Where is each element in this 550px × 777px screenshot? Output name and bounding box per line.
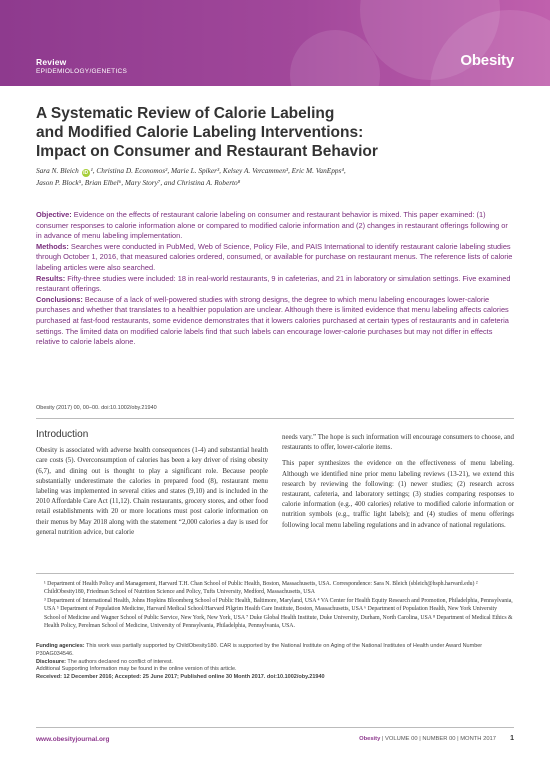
issue-info <box>359 736 496 742</box>
author-line: Jason P. Block⁵, Brian Elbel⁶, Mary Story⁷, and Christina A. Roberto⁸ <box>36 178 241 187</box>
abstract-label: Objective: <box>36 210 72 219</box>
abstract-label: Methods: <box>36 241 69 251</box>
received-note: Received: 12 December 2016; Accepted: 25 June 2017; Published online 30 Month 2017. doi:10.1002/oby.21940 <box>36 674 325 681</box>
abstract-conclusions <box>36 295 514 348</box>
note-text: This work was partially supported by ChildObesity180. CAR is supported by the National Institute on Aging of the National Institutes of Health under Award Number P30AG034546. <box>36 643 483 657</box>
article-title <box>36 104 506 161</box>
disclosure-note <box>36 659 514 667</box>
intro-column-left <box>36 430 268 538</box>
page-number: 1 <box>510 735 514 742</box>
note-label: Funding agencies: <box>36 643 85 649</box>
author-line: ¹, Christina D. Economos², Marie L. Spiker³, Kelsey A. Vercammen³, Eric M. VanEpps⁴, <box>90 166 346 175</box>
intro-column-right <box>282 433 514 531</box>
supporting-note: Additional Supporting Information may be found in the online version of this article. <box>36 666 237 673</box>
divider <box>36 573 514 574</box>
author-list <box>36 165 516 188</box>
abstract-label: Conclusions: <box>36 294 83 304</box>
journal-logo: Obesity <box>460 52 514 69</box>
article-type: Review <box>36 57 67 67</box>
header-band <box>0 0 550 86</box>
author-first: Sara N. Bleich <box>36 166 79 175</box>
abstract <box>36 210 514 348</box>
divider <box>36 418 514 419</box>
article-notes <box>36 643 514 682</box>
citation: Obesity (2017) 00, 00–00. doi:10.1002/oby.21940 <box>36 405 157 411</box>
orcid-icon[interactable]: iD <box>83 170 89 176</box>
abstract-methods <box>36 242 514 274</box>
abstract-label: Results: <box>36 273 66 283</box>
title-line: Impact on Consumer and Restaurant Behavior <box>36 143 378 160</box>
note-text: The authors declared no conflict of interest. <box>67 658 173 665</box>
section-heading: Introduction <box>36 429 89 440</box>
abstract-objective <box>36 210 514 242</box>
note-label: Disclosure: <box>36 658 66 665</box>
title-line: and Modified Calorie Labeling Interventions: <box>36 124 364 141</box>
article-section: EPIDEMIOLOGY/GENETICS <box>36 68 128 75</box>
abstract-text: Fifty-three studies were included: 18 in real-world restaurants, 9 in cafeterias, and 21 in laboratory or simulation settings. Five examined restaurant offerings. <box>36 273 511 294</box>
body-paragraph: This paper synthesizes the evidence on the effectiveness of menu labeling. Although we identified nine prior menu labeling reviews (13-21), we extend this research by reviewing the following: (1) newer studies; (2) research across restaurant, cafeteria, and laboratory settings; (3) studies comparing responses to calorie information (e.g., 400 calories) relative to modified calorie information or nutrition symbols (e.g., traffic light labels); and (4) studies of menu offerings following local menu labeling regulations and in advance of national regulations. <box>282 460 514 529</box>
body-paragraph: needs vary.” The hope is such information will encourage consumers to choose, and restaurants to offer, lower-calorie items. <box>282 434 514 452</box>
funding-note <box>36 643 514 659</box>
abstract-text: Evidence on the effects of restaurant calorie labeling on consumer and restaurant behavior is mixed. This paper examined: (1) consumer responses to calorie information alone or compared to modified calorie information and (2) changes in restaurant offerings following or in advance of menu labeling implementation. <box>36 210 508 241</box>
body-paragraph: Obesity is associated with adverse health consequences (1-4) and substantial health care costs (5). Overconsumption of calories has been a key driver of rising obesity (6,7), and dining out is thought to play a significant role. Because people substantially underestimate the calories in prepared food (8), restaurant menu labeling was implemented in several cities and states (9,10) and is included in the 2010 Affordable Care Act (11,12). Chain restaurants, grocery stores, and other food retail establishments with 20 or more locations must post calorie information on their menus by May 2018 along with the statement “2,000 calories a day is used for general nutrition advice, but calorie <box>36 447 268 536</box>
footer-journal: Obesity <box>359 736 381 742</box>
affiliation-text: ³ Department of International Health, Johns Hopkins Bloomberg School of Public Health, Baltimore, Maryland, USA ⁴ VA Center for Health Equity Research and Promotion, Philadelphia, Pennsylvania, USA ⁵ Department of Population Medicine, Harvard Medical School/Harvard Pilgrim Health Care Institute, Boston, Massachusetts, USA ⁶ Department of Population Health, New York University School of Medicine and Wagner School of Public Service, New York, New York, USA ⁷ Duke Global Health Institute, Duke University, Durham, North Carolina, USA ⁸ Department of Medical Ethics & Health Policy, Perelman School of Medicine, University of Pennsylvania, Philadelphia, Pennsylvania, USA. <box>44 597 513 630</box>
abstract-results <box>36 274 514 295</box>
journal-url[interactable]: www.obesityjournal.org <box>36 736 110 743</box>
footer-issue: | VOLUME 00 | NUMBER 00 | MONTH 2017 <box>380 736 496 742</box>
divider <box>36 727 514 728</box>
affiliations <box>36 580 514 630</box>
title-line: A Systematic Review of Calorie Labeling <box>36 105 335 122</box>
abstract-text: Searches were conducted in PubMed, Web of Science, Policy File, and PAIS International to identify restaurant calorie labeling studies through October 1, 2016, that measured calories ordered, consumed, or available for purchase on restaurant menus. The reference lists of calorie labeling articles were also searched. <box>36 241 513 272</box>
affiliation-text: ¹ Department of Health Policy and Management, Harvard T.H. Chan School of Public Health, Boston, Massachusetts, USA. Correspondence: Sara N. Bleich (sbleich@hsph.harvard.edu) ² ChildObesity180, Friedman School of Nutrition Science and Policy, Tufts University, Medford, Massachusetts, USA <box>44 581 478 596</box>
abstract-text: Because of a lack of well-powered studies with strong designs, the degree to which menu labeling encourages lower-calorie purchases and whether that translates to a healthier population are unclear. Although there is limited evidence that menu labeling affects calories purchased at fast-food restaurants, some evidence demonstrates that it lowers calories purchased at certain types of restaurants and in cafeteria settings. The limited data on modified calorie labels find that such labels can encourage lower-calorie purchases but may not differ in effects relative to calorie labels alone. <box>36 294 509 347</box>
